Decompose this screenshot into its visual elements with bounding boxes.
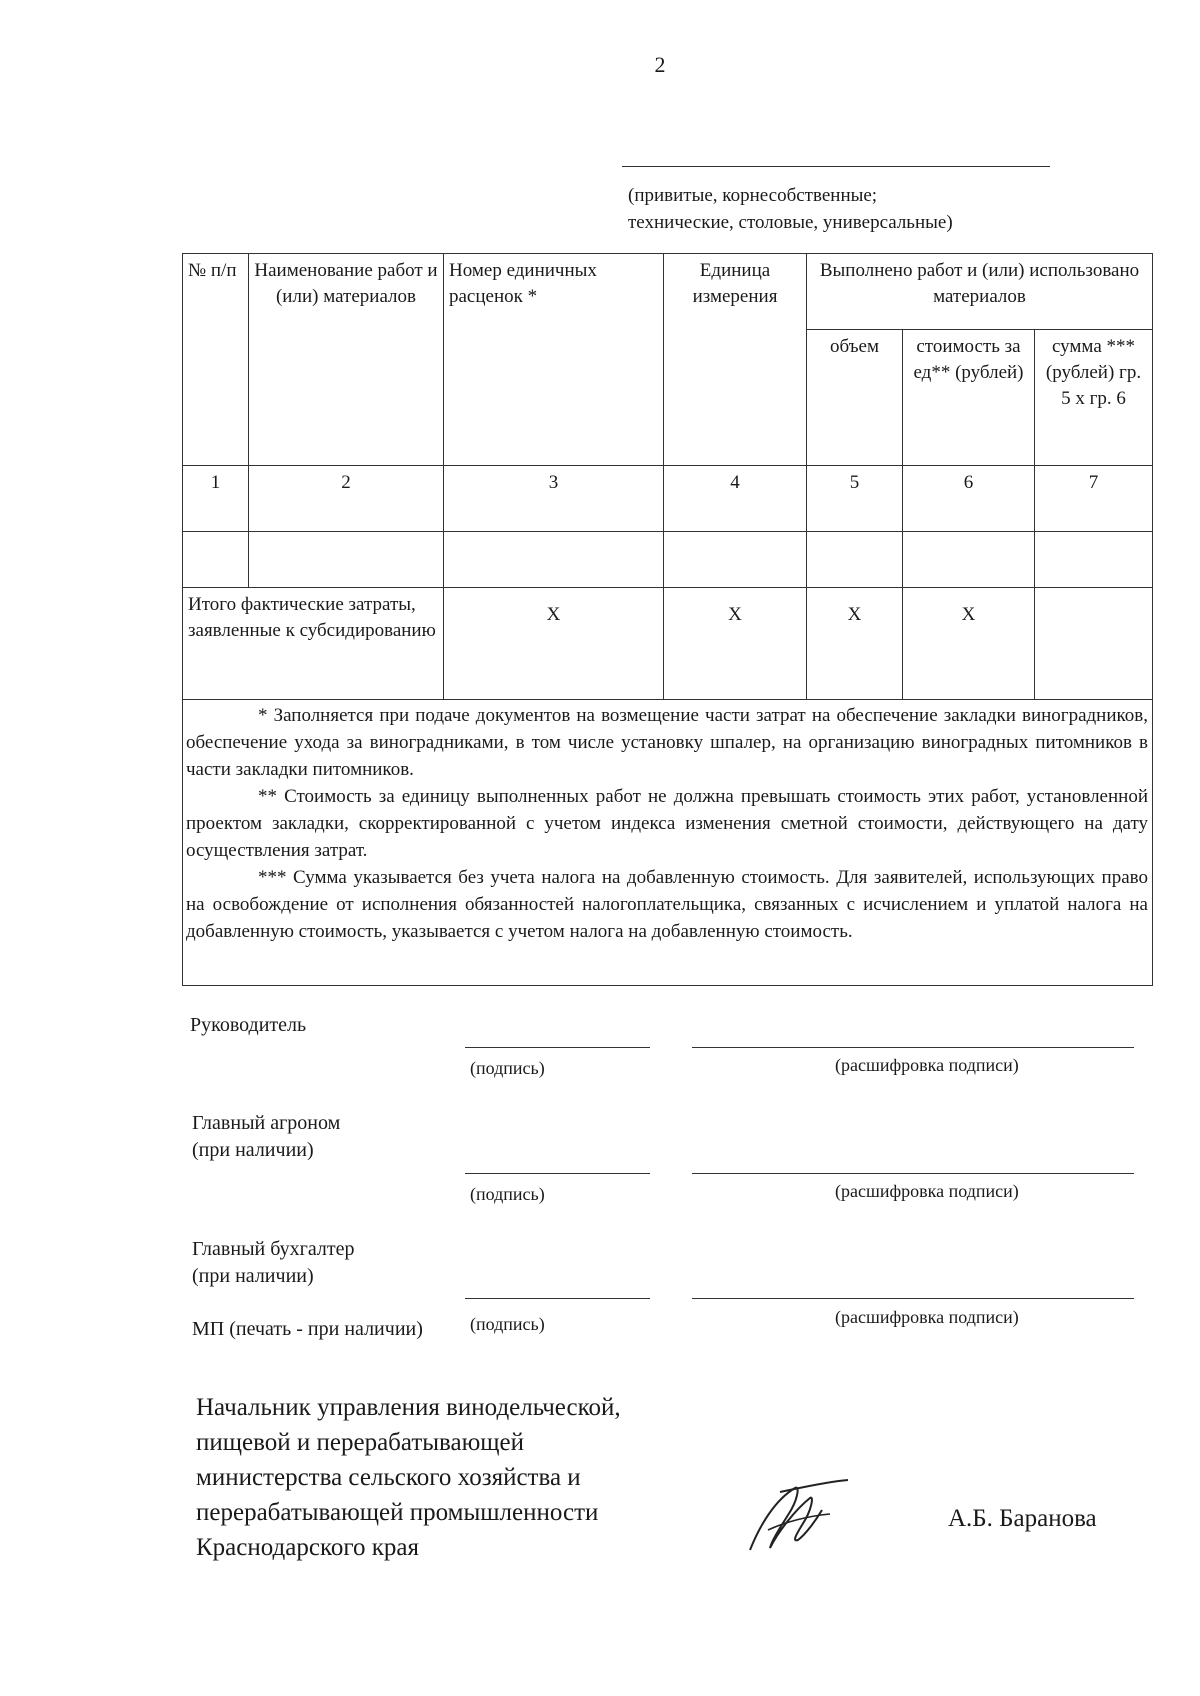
footnote-2: ** Стоимость за единицу выполненных работ не должна превышать стоимость этих работ, установленной проектом закладки, скорректированной с учетом индекса изменения сметной стоимости, действующего на дату осуществления затрат. [186,786,1148,861]
col-number-6: 6 [903,466,1035,532]
footnote-1: * Заполняется при подаче документов на возмещение части затрат на обеспечение закладки виноградников, обеспечение ухода за виноградниками, в том числе установку шпалер, на организацию виноградных питомников в части закладки питомников. [186,705,1148,780]
header-num: № п/п [183,254,249,466]
col-number-4: 4 [664,466,807,532]
col-number-3: 3 [444,466,664,532]
col-number-1: 1 [183,466,249,532]
head-position [196,1390,621,1565]
director-decode-caption: (расшифровка подписи) [835,1055,1019,1075]
col-number-5: 5 [807,466,903,532]
variety-caption-line-2: технические, столовые, универсальные) [628,212,953,233]
head-position-line-3: министерства сельского хозяйства и [196,1464,581,1491]
header-volume: объем [807,330,903,466]
total-sum-cell [1035,588,1153,700]
agronomist-decode-caption: (расшифровка подписи) [835,1181,1019,1201]
head-position-line-5: Краснодарского края [196,1534,419,1561]
total-x-rate: Х [444,588,664,700]
page-number: 2 [654,52,666,77]
col-number-2: 2 [249,466,444,532]
director-label: Руководитель [190,1014,307,1036]
director-signature-line [465,1047,650,1048]
table-cell [249,532,444,588]
agronomist-signature-line [465,1173,650,1174]
total-x-unit: Х [664,588,807,700]
director-signature-caption: (подпись) [470,1058,545,1078]
col-number-7: 7 [1035,466,1153,532]
total-x-volume: Х [807,588,903,700]
empty-data-row [183,532,1153,588]
total-x-cost: Х [903,588,1035,700]
table-cell [183,532,249,588]
accountant-label-line-1: Главный бухгалтер [192,1238,355,1260]
header-unit: Единица измерения [664,254,807,466]
accountant-decode-line [692,1298,1134,1299]
agronomist-decode-line [692,1173,1134,1174]
header-cost: стоимость за ед** (рублей) [903,330,1035,466]
handwritten-signature [740,1470,860,1560]
agronomist-label-line-1: Главный агроном [192,1112,341,1134]
variety-fill-line [622,166,1050,167]
header-rate: Номер единичных расценок * [444,254,664,466]
table-cell [664,532,807,588]
table-cell [1035,532,1153,588]
total-label: Итого фактические затраты, заявленные к субсидированию [183,588,444,700]
accountant-label-line-2: (при наличии) [192,1265,314,1287]
head-name: А.Б. Баранова [948,1505,1097,1532]
agronomist-signature-caption: (подпись) [470,1184,545,1204]
variety-caption [628,182,1088,236]
accountant-signature-caption: (подпись) [470,1314,545,1334]
table-cell [903,532,1035,588]
accountant-signature-line [465,1298,650,1299]
header-done: Выполнено работ и (или) использовано материалов [807,254,1153,330]
director-decode-line [692,1047,1134,1048]
table-cell [444,532,664,588]
head-position-line-2: пищевой и перерабатывающей [196,1429,525,1456]
accountant-decode-caption: (расшифровка подписи) [835,1307,1019,1327]
table-cell [807,532,903,588]
variety-caption-line-1: (привитые, корнесобственные; [628,185,878,206]
agronomist-label-line-2: (при наличии) [192,1139,314,1161]
accountant-label [192,1236,354,1290]
footnotes [186,702,1148,945]
agronomist-label [192,1110,340,1164]
stamp-label: МП (печать - при наличии) [192,1318,423,1340]
total-row [183,588,1153,700]
head-position-line-4: перерабатывающей промышленности [196,1499,599,1526]
head-position-line-1: Начальник управления винодельческой, [196,1394,621,1421]
header-sum: сумма *** (рублей) гр. 5 х гр. 6 [1035,330,1153,466]
footnote-3: *** Сумма указывается без учета налога на добавленную стоимость. Для заявителей, использующих право на освобождение от исполнения обязанностей налогоплательщика, связанных с исчислением и уплатой налога на добавленную стоимость, указывается с учетом налога на добавленную стоимость. [186,867,1148,942]
header-name: Наименование работ и (или) материалов [249,254,444,466]
